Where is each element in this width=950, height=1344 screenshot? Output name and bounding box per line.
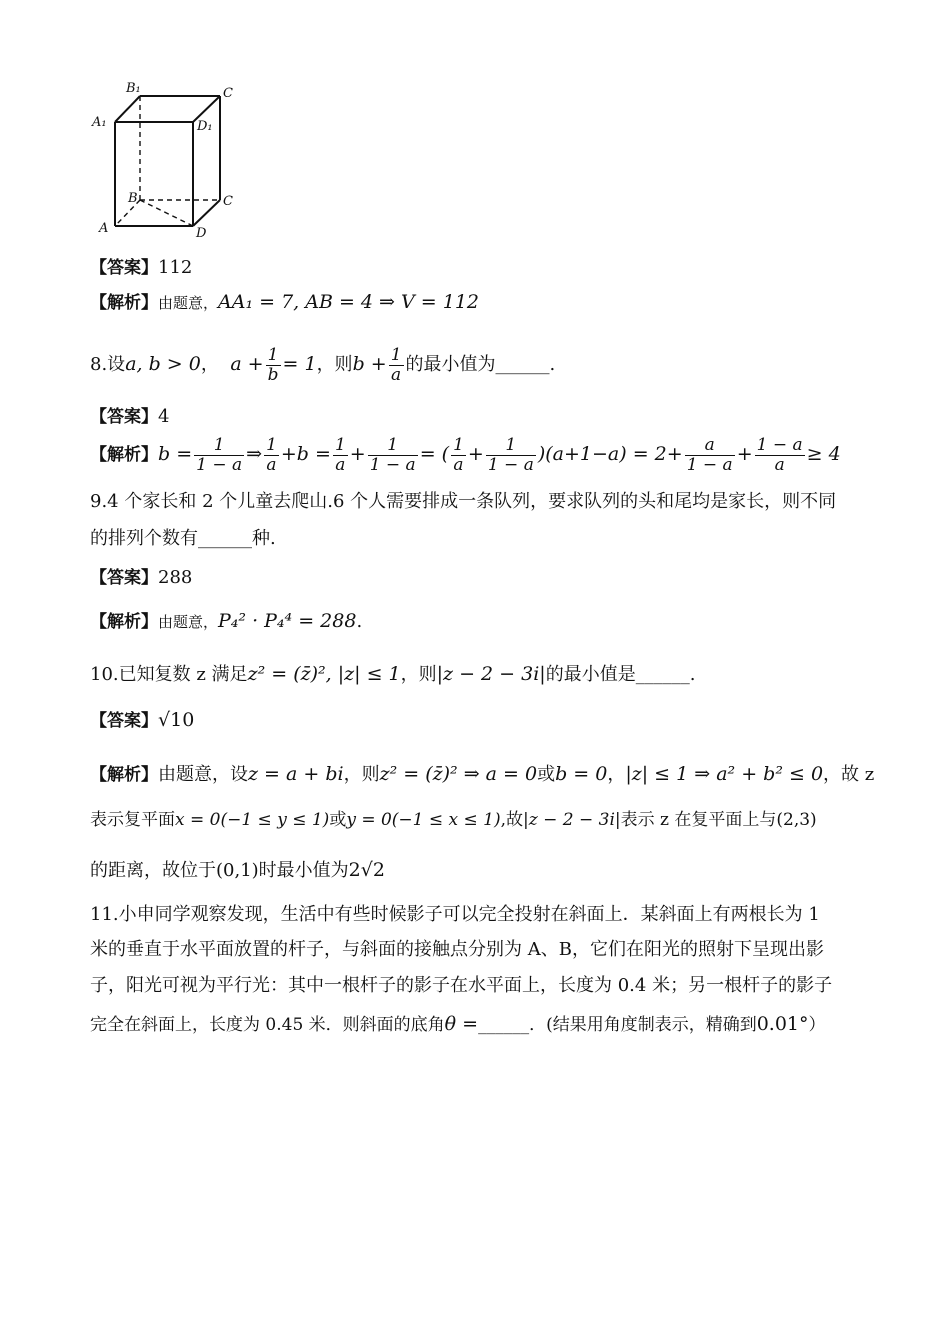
denominator: b <box>267 364 279 385</box>
text: ） <box>808 1015 826 1035</box>
text: 由题意，设 <box>158 764 248 785</box>
cuboid-figure <box>90 78 250 243</box>
q8-analysis <box>90 430 841 479</box>
math: |z| ≤ 1 ⇒ a² + b² ≤ 0 <box>625 763 824 785</box>
text: ，则 <box>343 764 380 785</box>
text: 完全在斜面上，长度为 0.45 米．则斜面的底角 <box>90 1015 445 1035</box>
label-c1: C <box>223 86 233 101</box>
analysis-tag: 【解析】 <box>90 293 158 313</box>
answer-tag: 【答案】 <box>90 258 158 278</box>
edge-a1-b1 <box>115 96 140 122</box>
numerator: 1 <box>368 436 418 456</box>
label-d1: D₁ <box>197 119 213 134</box>
text: ______．(结果用角度制表示，精确到 <box>478 1015 757 1035</box>
label-c: C <box>223 194 233 209</box>
q8-answer <box>90 405 169 429</box>
analysis-tag: 【解析】 <box>90 765 158 785</box>
numerator: 1 <box>390 344 402 365</box>
denominator: a <box>453 455 464 475</box>
math-b-eq: b = <box>158 443 193 465</box>
q11-line2: 米的垂直于水平面放置的杆子，与斜面的接触点分别为 A、B，它们在阳光的照射下呈现出影 <box>90 939 824 960</box>
math: x = 0(−1 ≤ y ≤ 1) <box>175 810 330 830</box>
denominator: a <box>391 364 402 385</box>
edge-d-c <box>193 200 220 226</box>
label-b1: B₁ <box>126 81 141 96</box>
math-precision: 0.01° <box>756 1013 809 1035</box>
q8-stem <box>90 340 555 389</box>
math: z = a + bi <box>248 763 344 785</box>
math-eq: = ( <box>419 443 450 465</box>
math: z² = (z̄)² ⇒ a = 0 <box>379 763 538 785</box>
label-b: B <box>128 191 138 206</box>
numerator: a <box>685 436 735 456</box>
numerator: 1 <box>194 436 244 456</box>
math: |z − 2 − 3i| <box>523 810 621 830</box>
q11-line1: 11.小申同学观察发现，生活中有些时候影子可以完全投射在斜面上．某斜面上有两根长为 1 <box>90 904 820 925</box>
q10-analysis-line3 <box>90 858 385 883</box>
text: 表示复平面 <box>90 810 175 830</box>
fraction <box>685 436 735 475</box>
analysis-prefix: 由题意， <box>158 613 219 631</box>
math-theta: θ = <box>444 1013 479 1035</box>
analysis-end: . <box>356 611 363 632</box>
answer-value: 112 <box>158 257 193 278</box>
fraction <box>451 436 466 475</box>
denominator: 1 − a <box>369 455 416 475</box>
answer-value: √10 <box>158 709 195 731</box>
analysis-tag: 【解析】 <box>90 445 158 465</box>
stem-prefix: 10.已知复数 z 满足 <box>90 664 248 685</box>
stem-suffix: 的最小值为______. <box>405 354 556 375</box>
answer-tag: 【答案】 <box>90 568 158 588</box>
q11-line4 <box>90 1012 826 1037</box>
answer-tag: 【答案】 <box>90 407 158 427</box>
text: ,故 <box>500 810 524 830</box>
fraction <box>333 436 348 475</box>
q10-analysis-line1 <box>90 762 874 787</box>
comma: ， <box>200 354 219 375</box>
denominator: 1 − a <box>196 455 243 475</box>
math: 2√2 <box>348 859 385 881</box>
fraction <box>486 436 536 475</box>
denominator: a <box>774 455 785 475</box>
fraction <box>194 436 244 475</box>
analysis-tag: 【解析】 <box>90 612 158 632</box>
q9-stem-line2: 的排列个数有______种. <box>90 528 276 549</box>
answer-tag: 【答案】 <box>90 711 158 731</box>
q10-answer <box>90 708 194 733</box>
math-implies: ⇒ <box>246 443 263 465</box>
label-d: D <box>196 226 207 241</box>
label-a1: A₁ <box>92 115 107 130</box>
fraction <box>755 436 805 475</box>
fraction-1-over-b <box>266 346 281 385</box>
q9-analysis <box>90 609 362 634</box>
stem-condition: z² = (z̄)², |z| ≤ 1 <box>247 663 401 685</box>
q7-answer <box>90 256 192 280</box>
expr1-eq: = 1 <box>282 353 317 375</box>
expr1-a: a + <box>230 353 264 375</box>
q11-line3: 子，阳光可视为平行光：其中一根杆子的影子在水平面上，长度为 0.4 米；另一根杆子的影子 <box>90 975 833 996</box>
condition-ab-positive: a, b > 0 <box>125 353 201 375</box>
math-geq: ≥ 4 <box>806 443 841 465</box>
math-plus: + <box>467 443 484 465</box>
numerator: 1 <box>453 435 464 455</box>
math: b = 0 <box>555 763 608 785</box>
numerator: 1 <box>266 346 281 366</box>
q10-analysis-line2 <box>90 808 817 832</box>
text: ， <box>607 764 626 785</box>
stem-prefix: 8.设 <box>90 354 126 375</box>
analysis-math: AA₁ = 7, AB = 4 ⇒ V = 112 <box>218 291 479 313</box>
denominator: 1 − a <box>686 455 733 475</box>
q9-answer <box>90 566 192 590</box>
stem-expression: |z − 2 − 3i| <box>436 663 546 685</box>
q10-stem <box>90 662 695 687</box>
analysis-prefix: 由题意， <box>158 294 219 312</box>
text: 表示 z 在复平面上与(2,3) <box>620 810 817 830</box>
numerator: 1 − a <box>756 435 803 455</box>
diagonal-b-d-hidden <box>140 200 193 226</box>
text: 或 <box>537 764 556 785</box>
math-plus-b: +b = <box>280 443 331 465</box>
text: 或 <box>329 810 347 830</box>
answer-value: 288 <box>158 567 193 588</box>
math-middle: )(a+1−a) = 2+ <box>537 443 683 465</box>
expr2-b: b + <box>352 353 387 375</box>
q7-analysis <box>90 290 479 315</box>
answer-value: 4 <box>158 406 170 427</box>
denominator: a <box>266 455 277 475</box>
fraction <box>264 436 279 475</box>
math: y = 0(−1 ≤ x ≤ 1) <box>346 810 501 830</box>
text: 的距离，故位于(0,1)时最小值为 <box>90 860 349 881</box>
math-plus: + <box>736 443 753 465</box>
numerator: 1 <box>334 435 346 455</box>
stem-suffix: 的最小值是______. <box>545 664 696 685</box>
numerator: 1 <box>486 436 536 456</box>
numerator: 1 <box>266 435 277 455</box>
denominator: 1 − a <box>487 455 534 475</box>
then-text: ，则 <box>316 354 353 375</box>
math-plus: + <box>349 443 366 465</box>
analysis-math: P₄² · P₄⁴ = 288 <box>218 610 357 632</box>
then-text: ，则 <box>400 664 437 685</box>
label-a: A <box>99 221 109 236</box>
denominator: a <box>335 455 346 475</box>
fraction <box>368 436 418 475</box>
fraction-1-over-a <box>389 346 404 385</box>
text: ，故 z <box>823 764 875 785</box>
q9-stem-line1: 9.4 个家长和 2 个儿童去爬山.6 个人需要排成一条队列，要求队列的头和尾均是家长，则不同 <box>90 491 837 512</box>
